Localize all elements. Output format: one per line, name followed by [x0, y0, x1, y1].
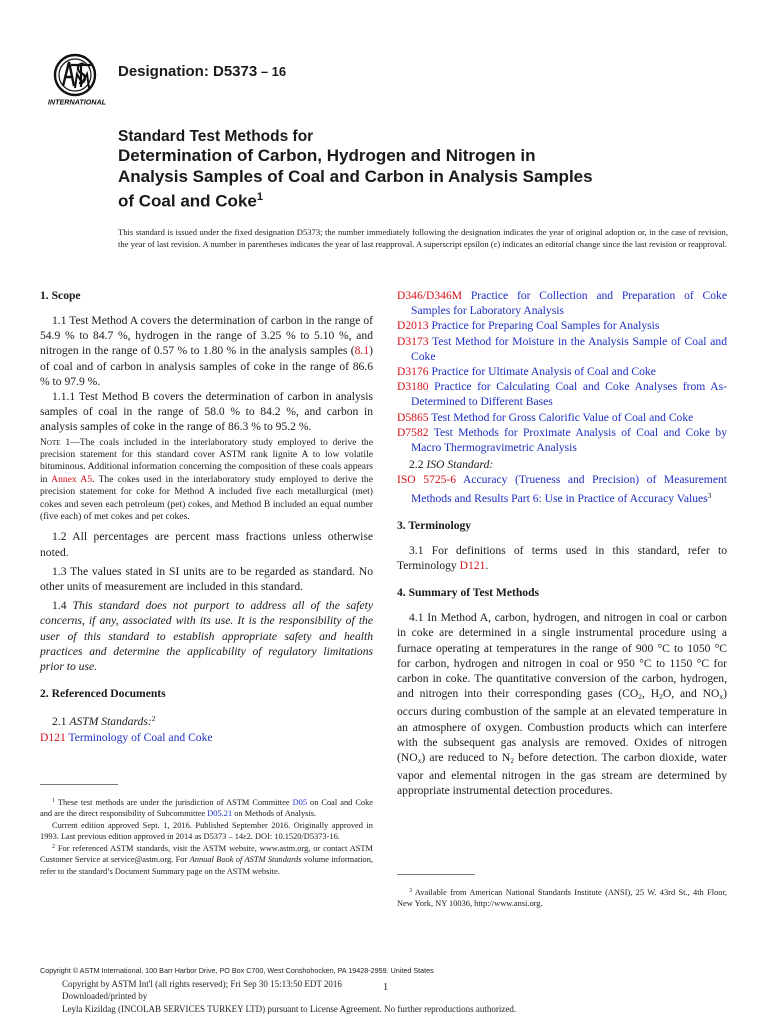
footnote-1-num: 1	[52, 798, 55, 804]
link-8-1[interactable]: 8.1	[354, 344, 370, 358]
subscript: x	[417, 756, 422, 766]
ref-d121	[40, 730, 373, 745]
ref-item	[397, 425, 727, 455]
ref-iso-code[interactable]: ISO 5725-6	[397, 473, 457, 487]
logo-wordmark: INTERNATIONAL	[47, 97, 107, 106]
ref-item	[397, 379, 727, 409]
ref-title[interactable]: Practice for Calculating Coal and Coke Analyses from As-Determined to Different Bases	[411, 380, 727, 409]
footnote-3-num: 3	[409, 888, 412, 894]
ref-title[interactable]: Test Methods for Proximate Analysis of Coal and Coke by Macro Thermogravimetric Analysis	[411, 425, 727, 455]
footnote-2-text-b: volume information, refer to the standard’s Document Summary page on the ASTM website.	[40, 855, 373, 876]
ref-iso-5725-6	[397, 472, 727, 505]
footnote-1-text-c: on Methods of Analysis.	[232, 809, 317, 819]
para-4-1-text-b: , H	[642, 687, 660, 701]
para-3-1	[397, 543, 727, 573]
ref-title[interactable]: Practice for Ultimate Analysis of Coal and Coke	[428, 365, 656, 379]
para-4-1-text-f: before detection. The carbon dioxide, water vapor and elemental nitrogen in the gas stream are determined by appropriate instrumental detection procedures.	[397, 751, 728, 798]
para-3-1-text-b: .	[485, 559, 489, 573]
footnote-ref-2[interactable]: 2	[151, 714, 156, 724]
ref-code[interactable]: D3180	[397, 380, 429, 394]
section-2-heading: 2. Referenced Documents	[40, 687, 166, 701]
para-2-1-text: ASTM Standards:	[69, 715, 152, 729]
para-3-1-text-a: 3.1 For definitions of terms used in this standard, refer to Terminology	[397, 543, 727, 573]
para-2-2-text: ISO Standard:	[426, 458, 494, 472]
license-line-2: Downloaded/printed by	[62, 991, 148, 1002]
footnote-ref-1[interactable]: 1	[256, 191, 263, 203]
footnote-rule-right	[397, 874, 475, 875]
title-line-1: Standard Test Methods for	[118, 128, 314, 145]
note-label: Note	[40, 436, 61, 448]
para-1-1-text-a: 1.1 Test Method A covers the determination of carbon in the range of 54.9 % to 84.7 %, hydrogen in the range of 3.25 % to 5.10 %, and nitrogen in the range of 0.57 % to 1.80 % in the analysis samples (	[40, 314, 373, 358]
para-4-1-text-d: ) occurs during combustion of the sample at an elevated temperature in an atmosphere of oxygen. Combustion products which can interfere with the subsequent gas analysis are removed. Oxides of nitrogen (NO	[397, 687, 727, 765]
note-text-a: 1—The coals included in the interlaboratory study employed to derive the precision statement for this standard cover ASTM rank lignite A to low volatile bituminous. Additional information concerning the composition of these coals appears in	[40, 436, 373, 485]
title-line-2: Determination of Carbon, Hydrogen and Nitrogen in	[118, 146, 536, 165]
section-3-heading: 3. Terminology	[397, 518, 472, 532]
ref-item	[397, 288, 727, 318]
astm-logo	[44, 50, 110, 106]
section-1-heading: 1. Scope	[40, 289, 81, 302]
link-d121[interactable]: D121	[459, 559, 486, 573]
section-4-heading: 4. Summary of Test Methods	[397, 586, 540, 600]
link-d05-21[interactable]: D05.21	[207, 809, 233, 819]
title-line-3: Analysis Samples of Coal and Carbon in Analysis Samples	[118, 166, 593, 186]
ref-item	[397, 334, 727, 364]
footnote-2-text-a: For referenced ASTM standards, visit the ASTM website, www.astm.org, or contact ASTM Customer Service at service@astm.org. For	[40, 844, 373, 865]
issuance-notice: This standard is issued under the fixed designation D5373; the number immediately following the designation indicates the year of original adoption or, in the case of revision, the year of last revision. A number in parentheses indicates the year of last reapproval. A superscript epsilon (ε) indicates an editorial change since the last revision or reapproval.	[118, 227, 728, 250]
para-2-2-num: 2.2	[409, 458, 427, 472]
footnote-1	[40, 796, 373, 877]
copyright-line: Copyright © ASTM International, 100 Barr Harbor Drive, PO Box C700, West Conshohocken, PA 19428-2959. United States	[40, 966, 434, 975]
designation	[118, 63, 286, 80]
ref-code[interactable]: D3176	[397, 365, 429, 379]
para-1-4	[40, 598, 373, 674]
license-line-1: Copyright by ASTM Int'l (all rights reserved); Fri Sep 30 15:13:50 EDT 2016	[62, 979, 342, 989]
footnote-1-text-a: These test methods are under the jurisdiction of ASTM Committee	[55, 798, 293, 807]
para-4-1-text-c: O, and NO	[662, 687, 720, 701]
footnote-2-num: 2	[52, 844, 55, 851]
page-number: 1	[383, 982, 389, 993]
ref-title[interactable]: Test Method for Moisture in the Analysis Sample of Coal and Coke	[411, 334, 727, 363]
ref-title[interactable]: Practice for Collection and Preparation of Coke Samples for Laboratory Analysis	[411, 289, 727, 318]
ref-d121-title[interactable]: Terminology of Coal and Coke	[65, 730, 213, 744]
link-annex-a5[interactable]: Annex A5	[51, 473, 93, 485]
para-1-1-text-b: ) of coal and of carbon in analysis samples of coke in the range of 86.6 % to 97.9 %.	[40, 344, 373, 388]
ref-code[interactable]: D2013	[397, 319, 429, 333]
para-4-1	[397, 610, 727, 798]
ref-code[interactable]: D346/D346M	[397, 289, 463, 302]
subscript: 2	[638, 692, 642, 702]
para-1-3: 1.3 The values stated in SI units are to be regarded as standard. No other units of measurement are included in this standard.	[40, 564, 373, 594]
ref-code[interactable]: D7582	[397, 425, 429, 439]
link-d05[interactable]: D05	[292, 798, 308, 807]
license-line-3: Leyla Kizildag (INCOLAB SERVICES TURKEY LTD) pursuant to License Agreement. No further reproductions authorized.	[62, 1003, 517, 1014]
license-block	[62, 978, 516, 1015]
ref-code[interactable]: D3173	[397, 334, 429, 348]
para-1-2: 1.2 All percentages are percent mass fractions unless otherwise noted.	[40, 530, 373, 559]
subscript: 2	[659, 692, 663, 702]
ref-d121-code[interactable]: D121	[40, 730, 66, 744]
para-1-1-1: 1.1.1 Test Method B covers the determination of carbon in analysis samples of coal in the range of 58.0 % to 84.2 %, and carbon in analysis samples of coke in the range of 86.3 % to 95.2 %.	[40, 390, 373, 434]
para-2-1-num: 2.1	[52, 715, 70, 729]
designation-label: Designation: D5373	[118, 63, 258, 80]
para-2-2	[397, 457, 727, 472]
ref-title[interactable]: Test Method for Gross Calorific Value of Coal and Coke	[428, 410, 694, 424]
para-1-4-text: This standard does not purport to address all of the safety concerns, if any, associated with its use. It is the responsibility of the user of this standard to establish appropriate safety and health practices and determine the applicability of regulatory limitations prior to use.	[40, 599, 373, 674]
right-column	[397, 288, 727, 799]
footnote-1-edition: Current edition approved Sept. 1, 2016. Published September 2016. Originally approved in 1993. Last previous edition approved in 2014 as D5373 – 14ε2. DOI: 10.1520/D5373-16.	[40, 820, 373, 841]
footnote-3-text: Available from American National Standards Institute (ANSI), 25 W. 43rd St., 4th Floor, New York, NY 10036, http://www.ansi.org.	[397, 888, 727, 909]
designation-year: – 16	[257, 64, 287, 79]
para-2-1	[40, 711, 373, 729]
ref-item	[397, 364, 727, 379]
note-text-b: . The cokes used in the interlaboratory study employed to derive the precision statement for coke for Method A included five each metallurgical (met) cokes and seven each petroleum (pet) cokes, and Method B included an equal number (five each) of met cokes and pet cokes.	[40, 473, 373, 523]
subscript: 2	[510, 756, 515, 766]
document-title	[118, 127, 718, 212]
para-4-1-text-e: ) are reduced to N	[421, 751, 511, 765]
title-line-4-text: of Coal and Coke	[118, 191, 257, 211]
title-line-4	[118, 187, 718, 212]
footnote-2-italic: Annual Book of ASTM Standards	[189, 855, 302, 865]
subscript: x	[719, 692, 724, 702]
footnote-rule-left	[40, 784, 118, 785]
para-1-1	[40, 313, 373, 389]
ref-title[interactable]: Practice for Preparing Coal Samples for Analysis	[428, 319, 660, 333]
left-column	[40, 288, 373, 745]
footnote-ref-3[interactable]: 3	[707, 490, 712, 500]
referenced-standards-list	[397, 288, 727, 455]
ref-iso-title[interactable]: Accuracy (Trueness and Precision) of Measurement Methods and Results Part 6: Use in Practice of Accuracy Values	[411, 473, 727, 505]
ref-item	[397, 318, 727, 333]
ref-code[interactable]: D5865	[397, 410, 429, 424]
note-1	[40, 437, 373, 524]
para-4-1-text-a: 4.1 In Method A, carbon, hydrogen, and nitrogen in coal or carbon in coke are determined in a single instrumental procedure using a furnace operating at temperatures in the range of 900 °C to 1050 °C for carbon, hydrogen and nitrogen in coal or 950 °C to 1150 °C for carbon in coke. The quantitative conversion of the carbon, hydrogen, and nitrogen into their corresponding gases (CO	[397, 611, 727, 701]
para-1-4-num: 1.4	[52, 599, 73, 613]
ref-item	[397, 410, 727, 425]
footnote-3	[397, 886, 727, 910]
footnote-1-text-b: on Coal and Coke and are the direct responsibility of Subcommittee	[40, 798, 373, 819]
